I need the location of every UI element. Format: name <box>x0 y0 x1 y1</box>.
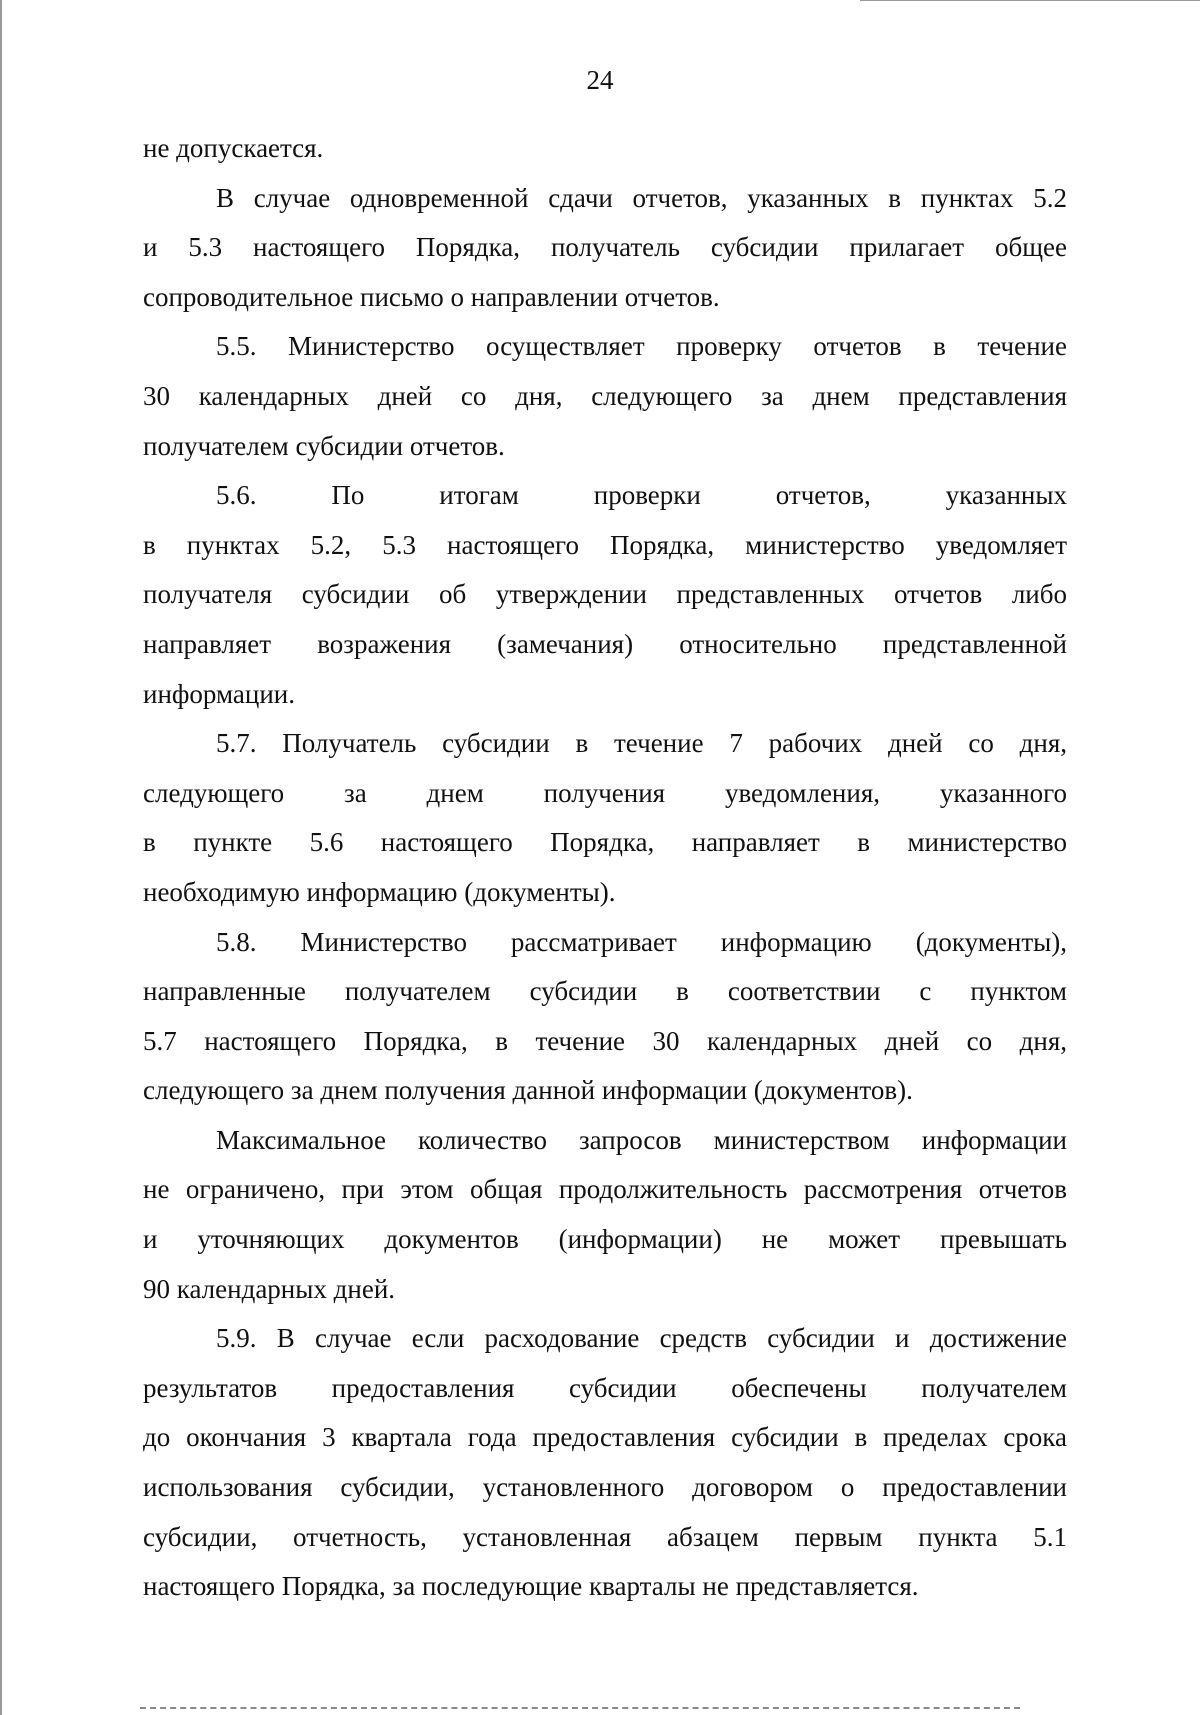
text-line: В случае одновременной сдачи отчетов, указанных в пунктах 5.2 <box>216 182 1067 213</box>
text-line: 5.7. Получатель субсидии в течение 7 рабочих дней со дня, <box>216 728 1067 759</box>
text-line: и уточняющих документов (информации) не может превышать <box>143 1224 1067 1255</box>
text-line: 5.6. По итогам проверки отчетов, указанных <box>216 480 1067 511</box>
text-line: не допускается. <box>143 133 324 163</box>
body-text <box>143 124 1067 1612</box>
text-line: получателя субсидии об утверждении представленных отчетов либо <box>143 579 1067 610</box>
text-line: использования субсидии, установленного договором о предоставлении <box>143 1472 1067 1503</box>
text-line: 5.8. Министерство рассматривает информацию (документы), <box>216 926 1067 957</box>
text-line: направленные получателем субсидии в соответствии с пунктом <box>143 976 1067 1007</box>
text-line: 5.7 настоящего Порядка, в течение 30 календарных дней со дня, <box>143 1025 1067 1056</box>
text-line: сопроводительное письмо о направлении отчетов. <box>143 281 720 312</box>
scan-edge-left <box>0 0 2 1715</box>
text-line: настоящего Порядка, за последующие кварталы не представляется. <box>143 1571 919 1602</box>
scan-edge-top <box>860 0 1200 1</box>
text-line: в пунктах 5.2, 5.3 настоящего Порядка, министерство уведомляет <box>143 529 1067 560</box>
text-line: и 5.3 настоящего Порядка, получатель субсидии прилагает общее <box>143 232 1067 263</box>
text-line: следующего за днем получения уведомления, указанного <box>143 777 1067 808</box>
text-line: 5.5. Министерство осуществляет проверку отчетов в течение <box>216 331 1067 362</box>
text-line: следующего за днем получения данной информации (документов). <box>143 1075 913 1106</box>
text-line: 90 календарных дней. <box>143 1273 396 1304</box>
text-line: до окончания 3 квартала года предоставления субсидии в пределах срока <box>143 1422 1067 1453</box>
text-line: необходимую информацию (документы). <box>143 876 616 907</box>
text-line: Максимальное количество запросов министерством информации <box>216 1124 1067 1155</box>
text-line: 30 календарных дней со дня, следующего за днем представления <box>143 380 1067 411</box>
text-line: субсидии, отчетность, установленная абзацем первым пункта 5.1 <box>143 1521 1067 1552</box>
scan-edge-bottom <box>140 1707 1020 1709</box>
text-line: получателем субсидии отчетов. <box>143 430 505 461</box>
page-number: 24 <box>586 65 614 95</box>
text-line: не ограничено, при этом общая продолжительность рассмотрения отчетов <box>143 1174 1067 1205</box>
text-line: направляет возражения (замечания) относительно представленной <box>143 628 1067 659</box>
text-line: в пункте 5.6 настоящего Порядка, направляет в министерство <box>143 827 1067 858</box>
text-line: 5.9. В случае если расходование средств субсидии и достижение <box>216 1323 1067 1354</box>
text-line: результатов предоставления субсидии обеспечены получателем <box>143 1372 1067 1403</box>
text-line: информации. <box>143 678 295 709</box>
